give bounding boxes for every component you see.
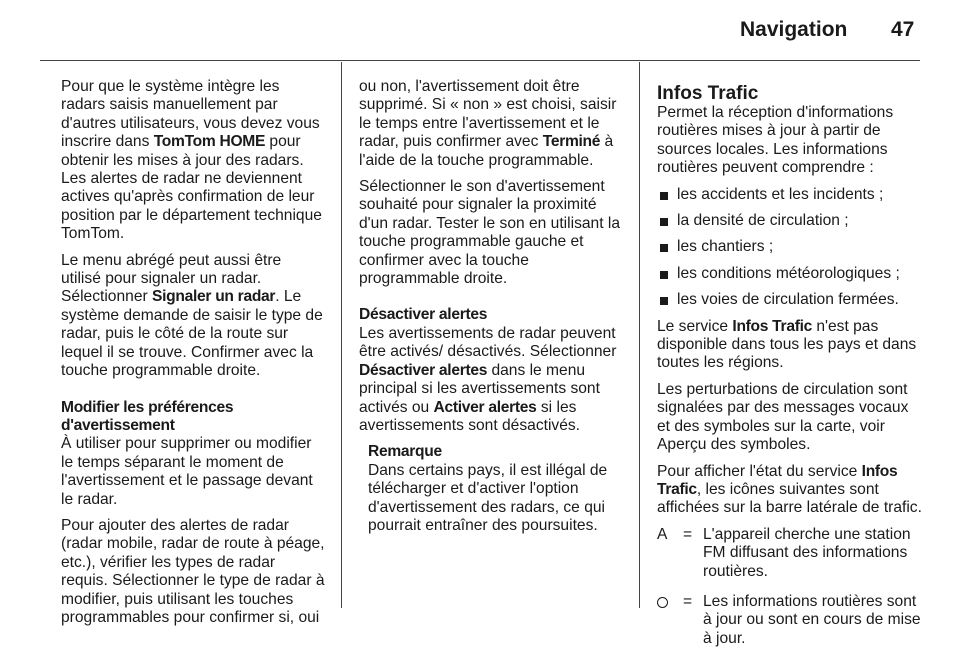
symbol-row [657, 526, 922, 581]
ring-icon [657, 597, 668, 608]
symbol-row [657, 593, 922, 648]
section-heading: Modifier les préférences d'avertissement [61, 398, 234, 434]
paragraph: Le service Infos Trafic n'est pas disponible dans tous les pays et dans toutes les régions. [657, 317, 917, 372]
list-item: les conditions météorologiques ; [657, 265, 922, 283]
paragraph: Sélectionner le son d'avertissement souhaité pour signaler la proximité d'un radar. Tester le son en utilisant la touche programmable gauche et confirmer avec la touche programmable droite. [359, 178, 621, 288]
column-2 [359, 78, 623, 543]
page-number: 47 [891, 18, 915, 41]
paragraph: ou non, l'avertissement doit être supprimé. Si « non » est choisi, saisir le temps entre l'avertissement et le radar, puis confirmer avec Terminé à l'aide de la touche programmable. [359, 78, 617, 169]
symbol-description: L'appareil cherche une station FM diffusant des informations routières. [703, 525, 911, 580]
paragraph: Les avertissements de radar peuvent être activés/ désactivés. Sélectionner Désactiver alertes dans le menu principal si les avertissements sont activés ou Activer alertes si les avertissements sont désactivés. [359, 324, 617, 434]
page-title: Navigation [740, 18, 848, 41]
section-title: Infos Trafic [657, 83, 759, 104]
list-item: la densité de circulation ; [657, 212, 922, 230]
column-divider-2 [639, 62, 640, 608]
paragraph: Les perturbations de circulation sont signalées par des messages vocaux et des symboles sur la carte, voir Aperçu des symboles. [657, 380, 909, 454]
list-item: les chantiers ; [657, 238, 922, 256]
column-1 [61, 78, 325, 635]
paragraph: À utiliser pour supprimer ou modifier le temps séparant le moment de l'avertissement et le passage devant le radar. [61, 435, 313, 508]
paragraph: Pour que le système intègre les radars saisis manuellement par d'autres utilisateurs, vous devez vous inscrire dans TomTom HOME pour obtenir les mises à jour des radars. Les alertes de radar ne deviennent actives qu'après confirmation de leur position par le département technique TomTom. [61, 78, 322, 243]
list-item: les voies de circulation fermées. [657, 291, 922, 309]
paragraph: Pour afficher l'état du service Infos Trafic, les icônes suivantes sont affichées sur la barre latérale de trafic. [657, 462, 922, 517]
paragraph: Le menu abrégé peut aussi être utilisé pour signaler un radar. Sélectionner Signaler un radar. Le système demande de saisir le type de radar, puis le côté de la route sur lequel il se trouve. Confirmer avec la touche programmable droite. [61, 251, 323, 380]
note-text: Dans certains pays, il est illégal de télécharger et d'activer l'option d'avertissement des radars, ce qui pourrait entraîner des poursuites. [368, 461, 608, 534]
symbol-equals: = [683, 525, 693, 543]
column-3 [657, 78, 922, 648]
note-title: Remarque [368, 443, 442, 461]
note-box [368, 443, 623, 535]
symbol-description: Les informations routières sont à jour ou sont en cours de mise à jour. [703, 592, 921, 647]
header-rule [40, 60, 920, 61]
paragraph: Pour ajouter des alertes de radar (radar mobile, radar de route à péage, etc.), vérifier les types de radar requis. Sélectionner le type de radar à modifier, puis utilisant les touches programmables pour confirmer si, oui [61, 516, 325, 626]
section-heading: Désactiver alertes [359, 306, 488, 324]
list-item: les accidents et les incidents ; [657, 186, 922, 204]
paragraph: Permet la réception d'informations routières mises à jour à partir de sources locales. Les informations routières peuvent comprendre : [657, 104, 894, 177]
bullet-list [657, 186, 922, 310]
symbol-equals: = [683, 592, 693, 610]
column-divider-1 [341, 62, 342, 608]
symbol-key: A [657, 525, 668, 543]
